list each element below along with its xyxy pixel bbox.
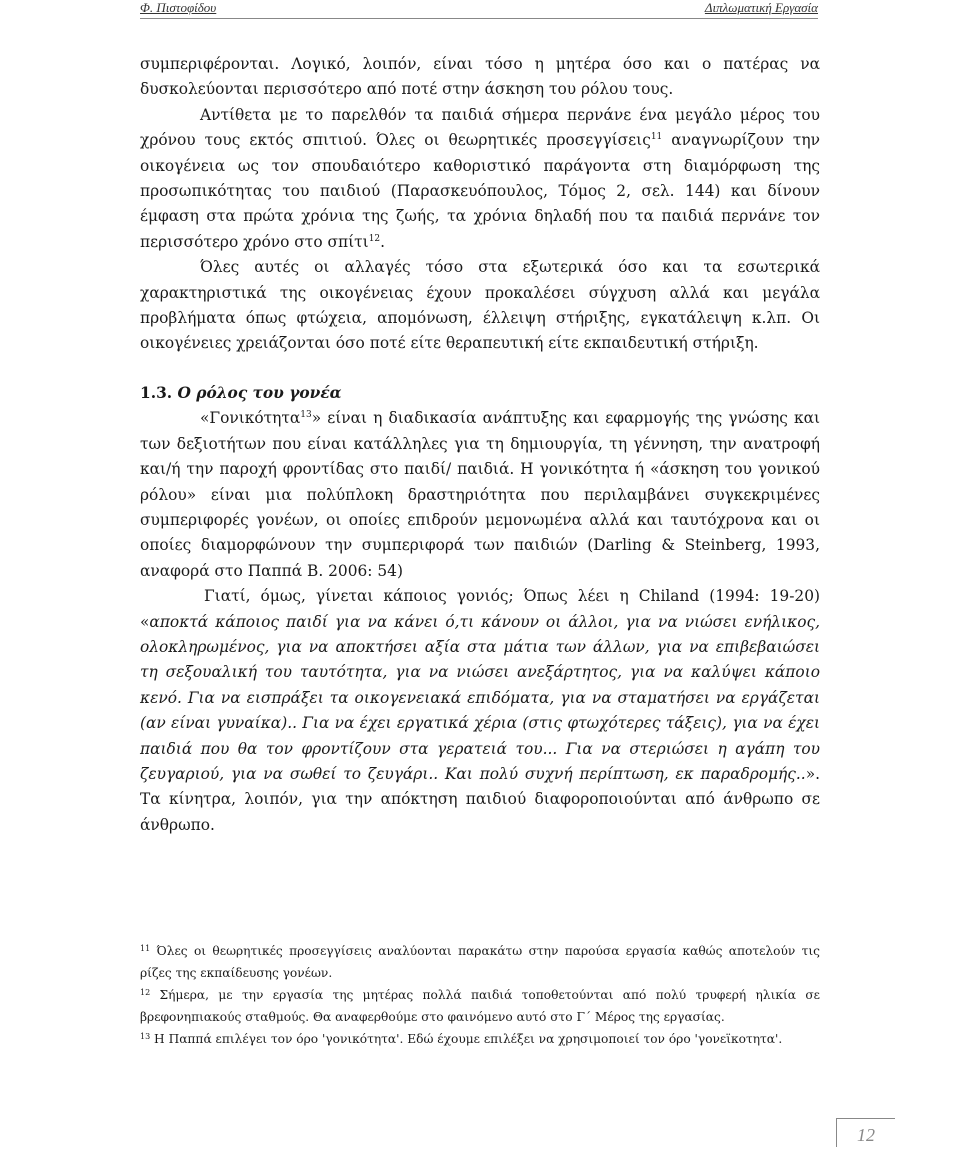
paragraph-2-part-c: . (380, 232, 386, 251)
header-title: Διπλωματική Εργασία (704, 0, 818, 15)
paragraph-2 (140, 103, 820, 255)
section-heading (140, 381, 820, 406)
footnote-13 (140, 1028, 820, 1050)
footnote-ref-12: 12 (368, 233, 381, 244)
footnote-11-text: Όλες οι θεωρητικές προσεγγίσεις αναλύονται παρακάτω στην παρούσα εργασία καθώς αποτελούν τις ρίζες της εκπαίδευσης γονέων. (140, 944, 820, 980)
footnote-12-number: 12 (140, 988, 151, 997)
paragraph-4-part-b: » είναι η διαδικασία ανάπτυξης και εφαρμογής της γνώσης και των δεξιοτήτων που είναι κατάλληλες για τη δημιουργία, τη γέννηση, την ανατροφή και/ή την παροχή φροντίδας στο παιδί/ παιδιά. Η γονικότητα ή «άσκηση του γονικού ρόλου» είναι μια πολύπλοκη δραστηριότητα που περιλαμβάνει συγκεκριμένες συμπεριφορές γονέων, οι οποίες επιδρούν μεμονωμένα αλλά και ταυτόχρονα και οι οποίες διαμορφώνουν την συμπεριφορά των παιδιών (Darling & Steinberg, 1993, αναφορά στο Παππά Β. 2006: 54) (140, 409, 820, 580)
paragraph-5-part-b: ». Τα κίνητρα, λοιπόν, για την απόκτηση παιδιού διαφοροποιούνται από άνθρωπο σε άνθρωπο. (140, 764, 820, 834)
footnote-13-text: Η Παππά επιλέγει τον όρο 'γονικότητα'. Εδώ έχουμε επιλέξει να χρησιμοποιεί τον όρο 'γονεϊκοτητα'. (150, 1032, 783, 1046)
page-number: 12 (836, 1118, 895, 1147)
footnotes (140, 940, 820, 1050)
footnote-11-number: 11 (140, 944, 151, 953)
paragraph-1: συμπεριφέρονται. Λογικό, λοιπόν, είναι τόσο η μητέρα όσο και ο πατέρας να δυσκολεύονται περισσότερο από ποτέ στην άσκηση του ρόλου τους. (140, 55, 820, 99)
paragraph-4 (140, 406, 820, 584)
paragraph-5-part-a: Γιατί, όμως, γίνεται κάποιος γονιός; Όπως λέει η Chiland (1994: 19-20) « (140, 587, 820, 631)
paragraph-5 (140, 584, 820, 838)
footnote-13-number: 13 (140, 1032, 151, 1041)
header-author: Φ. Πιστοφίδου (140, 0, 217, 15)
footnote-ref-11: 11 (650, 132, 663, 143)
paragraph-3: Όλες αυτές οι αλλαγές τόσο στα εξωτερικά όσο και τα εσωτερικά χαρακτηριστικά της οικογένειας έχουν προκαλέσει σύγχυση αλλά και μεγάλα προβλήματα όπως φτώχεια, απομόνωση, έλλειψη στήριξης, εγκατάλειψη κ.λπ. Οι οικογένειες χρειάζονται όσο ποτέ είτε θεραπευτική είτε εκπαιδευτική στήριξη. (140, 258, 820, 353)
paragraph-2-part-a: Αντίθετα με το παρελθόν τα παιδιά σήμερα περνάνε ένα μεγάλο μέρος του χρόνου τους εκτός σπιτιού. Όλες οι θεωρητικές προσεγγίσεις (140, 105, 820, 150)
section-number: 1.3. (140, 383, 173, 402)
footnote-12-text: Σήμερα, με την εργασία της μητέρας πολλά παιδιά τοποθετούνται από πολύ τρυφερή ηλικία σε βρεφονηπιακούς σταθμούς. Θα αναφερθούμε στο φαινόμενο αυτό στο Γ΄ Μέρος της εργασίας. (140, 988, 820, 1024)
main-text (140, 52, 820, 838)
chiland-quote: αποκτά κάποιος παιδί για να κάνει ό,τι κάνουν οι άλλοι, για να νιώσει ενήλικος, ολοκληρωμένος, για να αποκτήσει αξία στα μάτια των άλλων, για να επιβεβαιώσει τη σεξουαλική του ταυτότητα, για να νιώσει ανεξάρτητος, για να καλύψει κάποιο κενό. Για να εισπράξει τα οικογενειακά επιδόματα, για να σταματήσει να εργάζεται (αν είναι γυναίκα).. Για να έχει εργατικά χέρια (στις φτωχότερες τάξεις), για να έχει παιδιά που θα τον φροντίζουν στα γερατειά του... Για να στεριώσει η αγάπη του ζευγαριού, για να σωθεί το ζευγάρι.. Και πολύ συχνή περίπτωση, εκ παραδρομής.. (140, 612, 820, 783)
page-header (140, 0, 818, 19)
paragraph-4-part-a: «Γονικότητα (200, 409, 301, 428)
footnote-11 (140, 940, 820, 984)
paragraph-2-part-b: αναγνωρίζουν την οικογένεια ως τον σπουδαιότερο καθοριστικό παράγοντα στη διαμόρφωση της προσωπικότητας του παιδιού (Παρασκευόπουλος, Τόμος 2, σελ. 144) και δίνουν έμφαση στα πρώτα χρόνια της ζωής, τα χρόνια δηλαδή που τα παιδιά περνάνε τον περισσότερο χρόνο στο σπίτι (140, 131, 820, 251)
footnote-ref-13: 13 (300, 410, 312, 421)
section-title: Ο ρόλος του γονέα (177, 383, 342, 402)
footnote-12 (140, 984, 820, 1028)
